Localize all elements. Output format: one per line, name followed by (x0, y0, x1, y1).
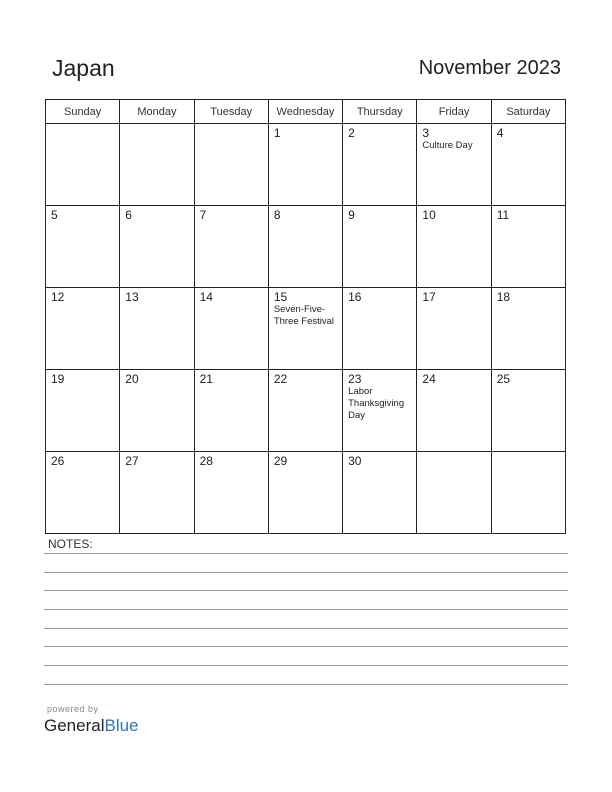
day-cell (343, 288, 417, 370)
day-number: 7 (199, 208, 207, 222)
day-cell (417, 452, 491, 534)
day-number: 17 (422, 290, 436, 304)
day-number: 19 (51, 372, 65, 386)
day-number: 1 (273, 126, 281, 140)
day-cell (417, 288, 491, 370)
day-cell (120, 370, 194, 452)
day-cell (491, 288, 565, 370)
day-number: 12 (51, 290, 65, 304)
day-number: 6 (125, 208, 132, 222)
day-cell (491, 452, 565, 534)
holiday-label: Seven-Five-Three Festival (273, 304, 335, 327)
day-cell (343, 206, 417, 288)
week-row (46, 370, 566, 452)
generalblue-logo (44, 716, 139, 736)
day-cell (343, 452, 417, 534)
day-number: 15 (273, 290, 288, 304)
powered-by-text: powered by (47, 704, 99, 714)
day-number: 26 (51, 454, 65, 468)
day-cell (417, 206, 491, 288)
weekday-header: Thursday (343, 100, 417, 124)
day-cell (268, 452, 342, 534)
notes-line (44, 609, 568, 610)
day-cell (343, 124, 417, 206)
day-cell (417, 124, 491, 206)
day-number: 18 (496, 290, 511, 304)
day-cell (46, 370, 120, 452)
day-number: 11 (496, 208, 510, 222)
day-cell (194, 370, 268, 452)
day-number: 4 (496, 126, 504, 140)
day-cell (194, 452, 268, 534)
day-cell (46, 206, 120, 288)
day-cell (268, 370, 342, 452)
day-cell (491, 206, 565, 288)
week-row (46, 452, 566, 534)
notes-line (44, 646, 568, 647)
day-cell (491, 370, 565, 452)
day-number: 27 (125, 454, 139, 468)
weekday-header-row (46, 100, 566, 124)
week-row (46, 206, 566, 288)
day-number: 29 (273, 454, 288, 468)
day-number: 14 (199, 290, 213, 304)
week-row (46, 288, 566, 370)
weekday-header: Sunday (46, 100, 120, 124)
day-cell (120, 206, 194, 288)
day-cell (491, 124, 565, 206)
day-cell (46, 288, 120, 370)
country-title: Japan (52, 55, 115, 81)
weekday-header: Saturday (491, 100, 565, 124)
calendar-grid (45, 99, 566, 534)
weekday-header: Friday (417, 100, 491, 124)
day-cell (120, 452, 194, 534)
day-cell (268, 288, 342, 370)
holiday-label: Culture Day (422, 140, 473, 151)
notes-line (44, 590, 568, 591)
day-number: 28 (199, 454, 213, 468)
day-number: 3 (422, 126, 430, 140)
day-cell (343, 370, 417, 452)
weekday-header: Wednesday (268, 100, 342, 124)
day-number: 10 (422, 208, 436, 222)
day-cell (46, 124, 120, 206)
week-row (46, 124, 566, 206)
day-cell (194, 206, 268, 288)
day-number: 20 (125, 372, 139, 386)
day-cell (120, 124, 194, 206)
day-number: 16 (348, 290, 362, 304)
day-cell (268, 206, 342, 288)
day-number: 8 (273, 208, 281, 222)
month-year-title: November 2023 (418, 57, 561, 79)
day-cell (194, 288, 268, 370)
day-number: 2 (348, 126, 355, 140)
day-number: 5 (51, 208, 58, 222)
day-number: 21 (199, 372, 213, 386)
day-number: 13 (125, 290, 139, 304)
notes-line (44, 684, 568, 685)
brand-general: General (44, 716, 105, 735)
weekday-header: Monday (120, 100, 194, 124)
day-number: 23 (348, 372, 362, 386)
holiday-label: Labor Thanksgiving Day (348, 386, 405, 421)
day-number: 9 (348, 208, 355, 222)
notes-line (44, 665, 568, 666)
brand-blue: Blue (104, 716, 139, 735)
day-cell (417, 370, 491, 452)
day-number: 24 (422, 372, 436, 386)
day-cell (194, 124, 268, 206)
notes-line (44, 628, 568, 629)
day-number: 22 (273, 372, 288, 386)
day-number: 25 (496, 372, 511, 386)
day-cell (268, 124, 342, 206)
notes-line (44, 553, 568, 554)
day-cell (46, 452, 120, 534)
day-number: 30 (348, 454, 362, 468)
notes-line (44, 572, 568, 573)
notes-label: NOTES: (48, 537, 93, 551)
weekday-header: Tuesday (194, 100, 268, 124)
day-cell (120, 288, 194, 370)
